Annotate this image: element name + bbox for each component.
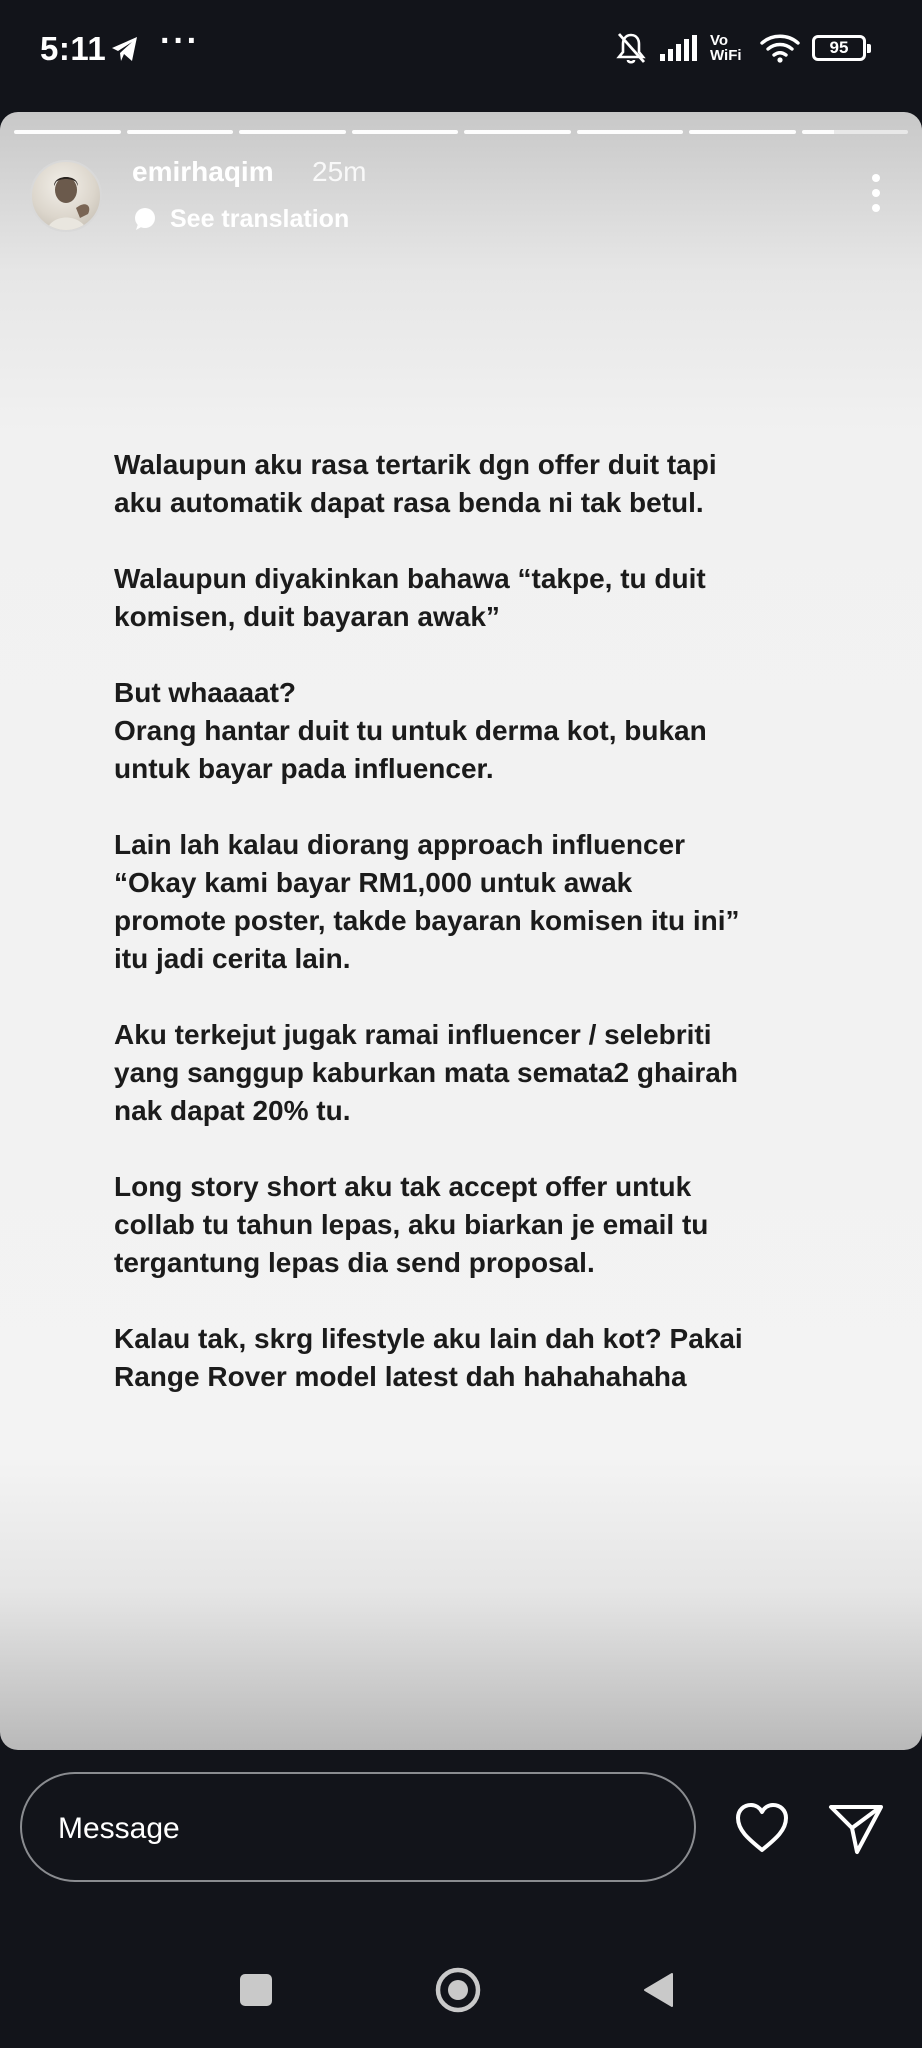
message-input[interactable] xyxy=(20,1772,696,1882)
more-options-icon[interactable] xyxy=(870,174,882,218)
translate-bubble-icon xyxy=(132,206,158,232)
recent-apps-button[interactable] xyxy=(240,1974,272,2006)
avatar[interactable] xyxy=(30,160,102,232)
story-username[interactable]: emirhaqim xyxy=(132,156,274,187)
send-icon xyxy=(824,1796,888,1860)
send-button[interactable] xyxy=(824,1796,888,1860)
status-icons xyxy=(616,28,866,68)
home-button[interactable] xyxy=(434,1966,482,2014)
story-paragraph: Kalau tak, skrg lifestyle aku lain dah kot? Pakai Range Rover model latest dah hahahahaha xyxy=(114,1323,743,1392)
progress-segment xyxy=(689,130,796,134)
bell-off-icon xyxy=(616,31,646,65)
see-translation-button[interactable] xyxy=(132,202,349,236)
telegram-icon xyxy=(110,34,140,64)
back-button[interactable] xyxy=(640,1970,676,2010)
like-button[interactable] xyxy=(730,1796,794,1860)
story-paragraph: Long story short aku tak accept offer untuk collab tu tahun lepas, aku biarkan je email tu tergantung lepas dia send proposal. xyxy=(114,1171,709,1278)
story-progress-bar xyxy=(14,130,908,134)
story-paragraph: Aku terkejut jugak ramai influencer / selebriti yang sanggup kaburkan mata semata2 ghairah nak dapat 20% tu. xyxy=(114,1019,738,1126)
status-time: 5:11 xyxy=(40,30,107,67)
progress-segment xyxy=(127,130,234,134)
wifi-icon xyxy=(760,33,800,63)
story-paragraph: Lain lah kalau diorang approach influencer “Okay kami bayar RM1,000 untuk awak promote poster, takde bayaran komisen itu ini” itu jadi cerita lain. xyxy=(114,829,740,974)
story-paragraph: Walaupun diyakinkan bahawa “takpe, tu duit komisen, duit bayaran awak” xyxy=(114,563,706,632)
progress-segment-current xyxy=(802,130,909,134)
see-translation-label: See translation xyxy=(170,204,350,233)
heart-icon xyxy=(730,1796,794,1860)
story-paragraph: Walaupun aku rasa tertarik dgn offer duit tapi aku automatik dapat rasa benda ni tak betul. xyxy=(114,449,717,518)
signal-icon xyxy=(658,34,698,62)
story-card[interactable] xyxy=(0,112,922,1750)
story-paragraph: But whaaaat? Orang hantar duit tu untuk derma kot, bukan untuk bayar pada influencer. xyxy=(114,677,707,784)
vowifi-bottom: WiFi xyxy=(710,47,742,64)
vowifi-top: Vo xyxy=(710,32,729,49)
progress-segment xyxy=(464,130,571,134)
story-text xyxy=(114,446,834,1434)
progress-segment xyxy=(14,130,121,134)
progress-segment xyxy=(352,130,459,134)
battery-indicator: 95 xyxy=(812,35,866,61)
message-placeholder: Message xyxy=(58,1812,180,1845)
progress-segment xyxy=(577,130,684,134)
vowifi-indicator xyxy=(710,33,748,63)
progress-segment xyxy=(239,130,346,134)
more-notifications-icon: ··· xyxy=(160,22,200,60)
status-bar xyxy=(0,0,922,100)
story-time-ago: 25m xyxy=(312,156,367,187)
